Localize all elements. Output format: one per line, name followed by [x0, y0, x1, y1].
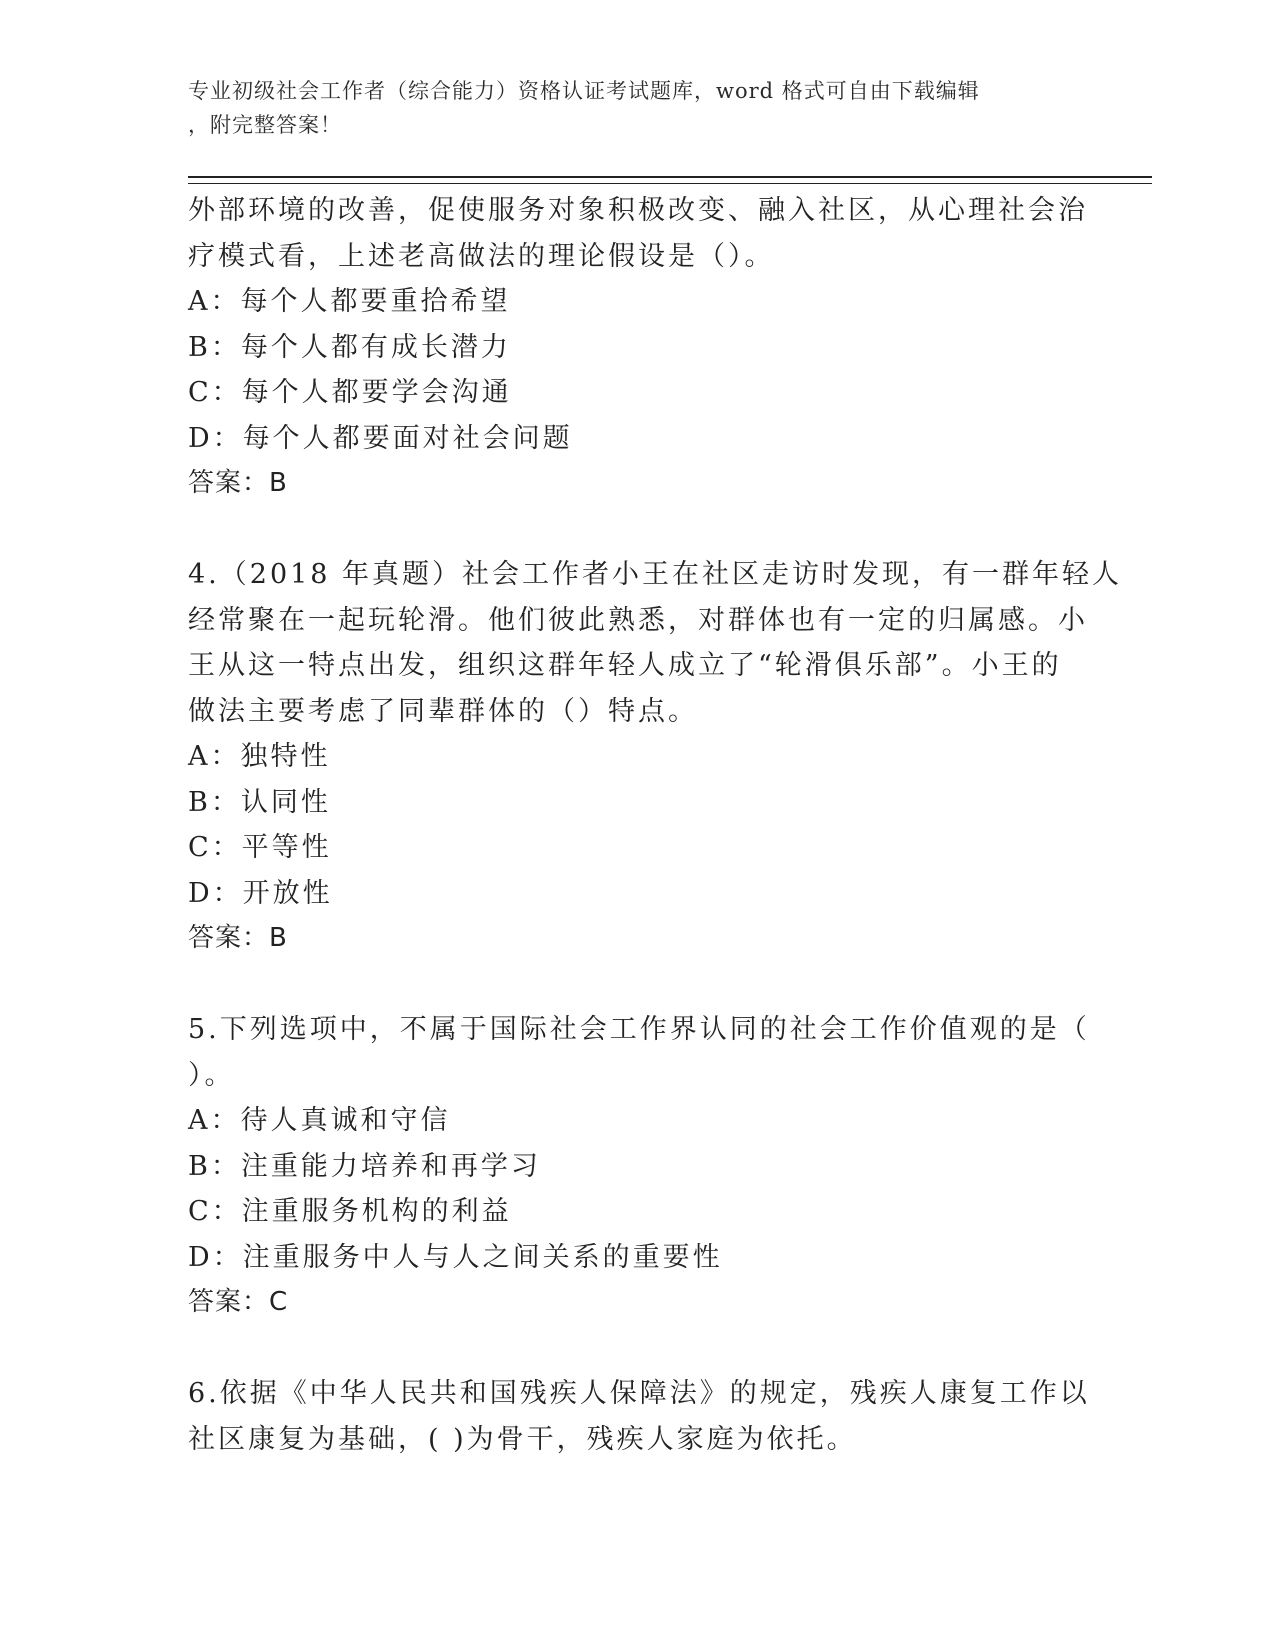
spacer — [188, 507, 1068, 553]
question-6 — [188, 1371, 1090, 1462]
option-d: D：开放性 — [188, 877, 333, 909]
option-a: A：每个人都要重拾希望 — [188, 286, 511, 317]
answer-line: 答案：B — [188, 923, 288, 953]
option-b: B：每个人都有成长潜力 — [188, 331, 511, 363]
option-c: C：每个人都要学会沟通 — [188, 377, 512, 408]
question-list — [188, 188, 1123, 1462]
question-stem-line: 6.依据《中华人民共和国残疾人保障法》的规定，残疾人康复工作以 — [188, 1378, 1090, 1409]
question-stem-line: 疗模式看，上述老高做法的理论假设是（）。 — [188, 240, 775, 272]
option-a: A：独特性 — [188, 741, 331, 772]
question-stem-line: 5.下列选项中，不属于国际社会工作界认同的社会工作价值观的是（ — [188, 1014, 1090, 1045]
header-divider — [188, 176, 1152, 184]
question-4 — [188, 552, 1123, 962]
question-5 — [188, 1007, 1090, 1326]
question-stem-line: ）。 — [188, 1059, 235, 1091]
question-3 — [188, 188, 1088, 507]
question-stem-line: 经常聚在一起玩轮滑。他们彼此熟悉，对群体也有一定的归属感。小 — [188, 604, 1088, 636]
question-stem-line: 4.（2018 年真题）社会工作者小王在社区走访时发现，有一群年轻人 — [188, 559, 1123, 590]
question-stem-line: 做法主要考虑了同辈群体的（）特点。 — [188, 695, 698, 727]
answer-line: 答案：B — [188, 468, 288, 498]
option-b: B：注重能力培养和再学习 — [188, 1150, 541, 1182]
option-c: C：注重服务机构的利益 — [188, 1196, 512, 1227]
document-header — [188, 74, 1068, 142]
answer-line: 答案：C — [188, 1287, 289, 1317]
question-stem-line: 社区康复为基础，( )为骨干，残疾人家庭为依托。 — [188, 1423, 857, 1455]
option-c: C：平等性 — [188, 832, 332, 863]
question-stem-line: 王从这一特点出发，组织这群年轻人成立了“轮滑俱乐部”。小王的 — [188, 650, 1062, 681]
option-d: D：每个人都要面对社会问题 — [188, 422, 573, 454]
spacer — [188, 962, 1068, 1008]
question-stem-line: 外部环境的改善，促使服务对象积极改变、融入社区，从心理社会治 — [188, 195, 1088, 226]
spacer — [188, 1326, 1068, 1372]
option-d: D：注重服务中人与人之间关系的重要性 — [188, 1241, 723, 1273]
option-a: A：待人真诚和守信 — [188, 1105, 451, 1136]
option-b: B：认同性 — [188, 786, 331, 818]
header-line-1: 专业初级社会工作者（综合能力）资格认证考试题库，word 格式可自由下载编辑 — [188, 79, 980, 103]
header-line-2: ，附完整答案！ — [188, 113, 342, 137]
